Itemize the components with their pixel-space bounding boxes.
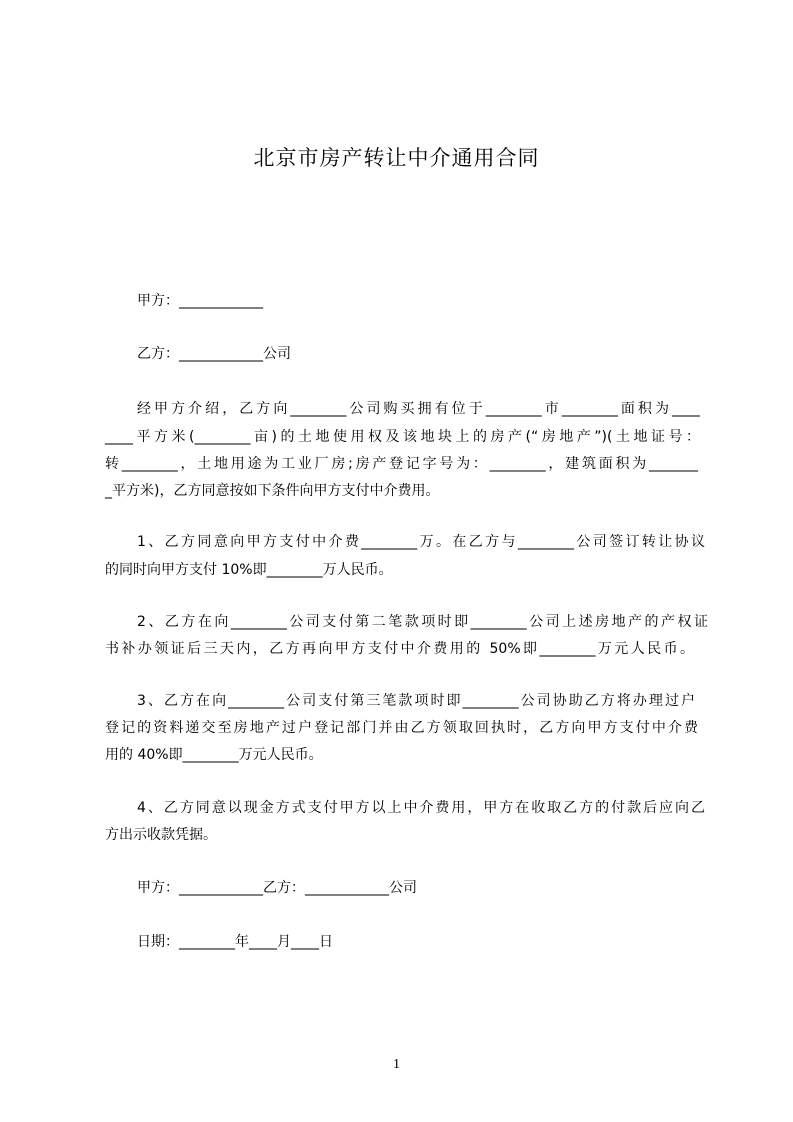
clause-line: 登记的资料递交至房地产过户登记部门并由乙方领取回执时，乙方向甲方支付中介费 — [105, 720, 698, 736]
date-line: 日期：________年____月____日 — [137, 934, 333, 950]
clause-line: 4、乙方同意以现金方式支付甲方以上中介费用，甲方在收取乙方的付款后应向乙 — [137, 800, 705, 816]
party-a-line: 甲方：____________ — [137, 293, 263, 309]
clause-line: 方出示收款凭据。 — [105, 827, 217, 843]
clause-line: 用的 40%即________万元人民币。 — [105, 747, 323, 763]
party-b-line: 乙方：____________公司 — [137, 346, 291, 362]
page-number: 1 — [393, 1057, 400, 1072]
intro-line: ____平方米(________亩)的土地使用权及该地块上的房产(“房地产”)(土地证号： — [105, 429, 700, 445]
clause-line: 3、乙方在向________公司支付第三笔款项时即________公司协助乙方将办理过户 — [137, 693, 695, 709]
clause-line: 2、乙方在向________公司支付第二笔款项时即________公司上述房地产的产权证 — [137, 614, 708, 630]
clause-line: 的同时向甲方支付 10%即________万人民币。 — [105, 562, 393, 578]
intro-line: _平方米)，乙方同意按如下条件向甲方支付中介费用。 — [105, 483, 440, 499]
signature-line: 甲方：____________乙方：____________公司 — [137, 880, 417, 896]
intro-line: 经甲方介绍，乙方向________公司购买拥有位于________市________面积为____ — [137, 401, 700, 417]
intro-line: 转________，土地用途为工业厂房;房产登记字号为：________，建筑面积为_______ — [105, 456, 698, 472]
document-title: 北京市房产转让中介通用合同 — [253, 146, 540, 170]
clause-line: 书补办领证后三天内，乙方再向甲方支付中介费用的 50%即________万元人民币。 — [105, 641, 694, 657]
clause-line: 1、乙方同意向甲方支付中介费________万。在乙方与________公司签订转让协议 — [137, 534, 705, 550]
